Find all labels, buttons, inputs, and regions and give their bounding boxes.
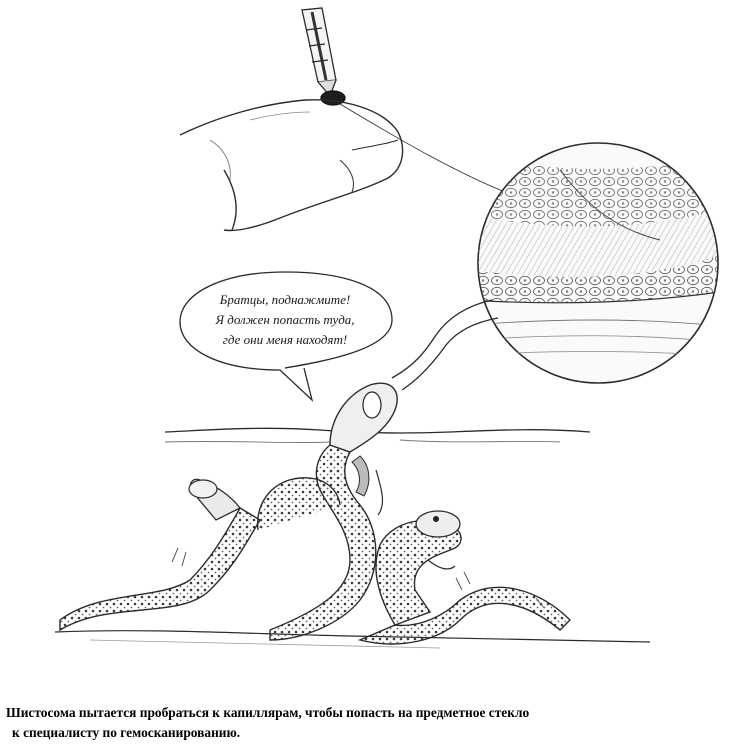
speech-line-3: где они меня находят! (222, 332, 348, 347)
schistosome-worm-icon (60, 383, 570, 644)
fingertip-icon (180, 100, 515, 231)
speech-bubble-text (180, 290, 390, 350)
lancet-icon (302, 8, 345, 105)
caption (6, 703, 728, 743)
magnified-tissue-icon (392, 143, 720, 390)
caption-line-2: к специалисту по гемосканированию. (12, 725, 241, 740)
caption-line-1: Шистосома пытается пробраться к капиллярам, чтобы попасть на предметное стекло (6, 705, 530, 720)
speech-line-2: Я должен попасть туда, (215, 312, 355, 327)
speech-line-1: Братцы, поднажмите! (219, 292, 351, 307)
